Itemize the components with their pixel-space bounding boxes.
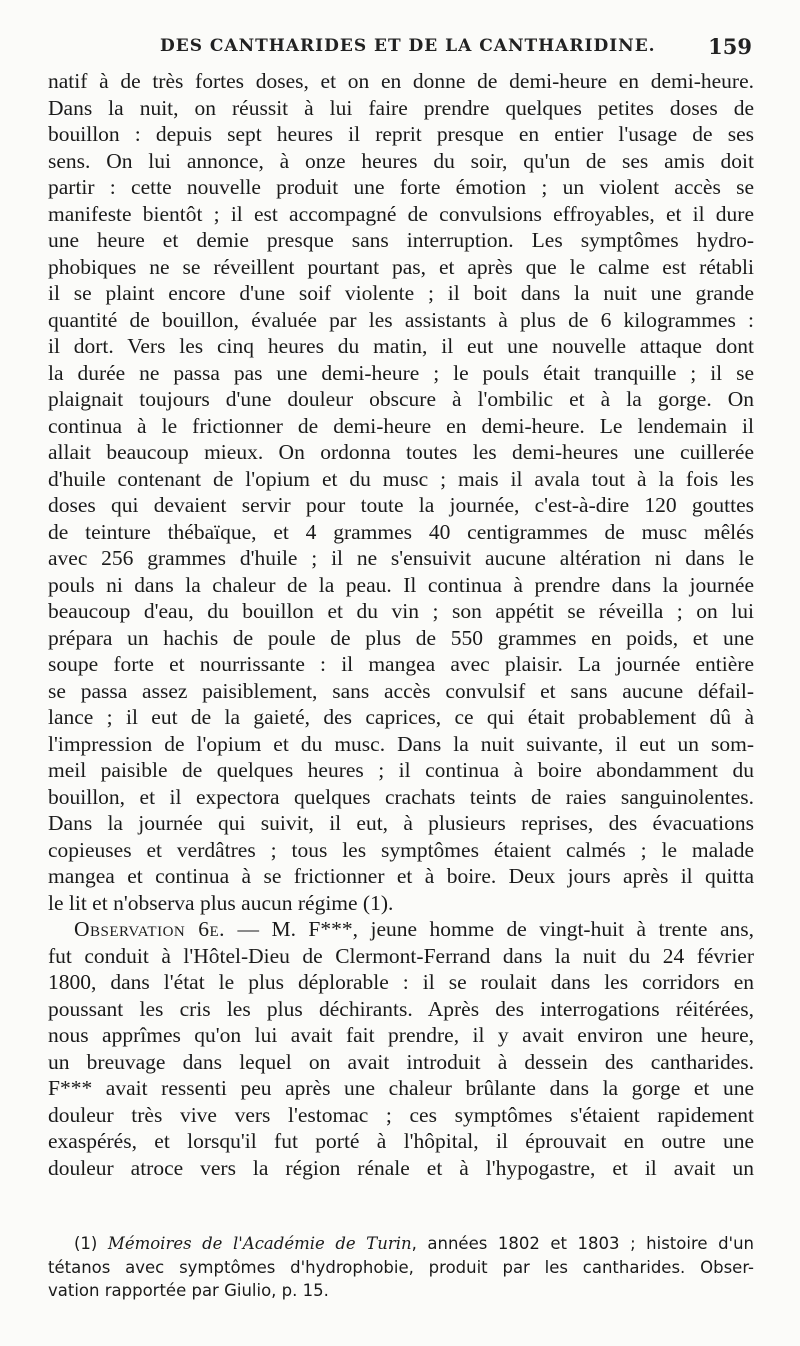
text-line: douleur atroce vers la région rénale et à l'hypogastre, et il avait un (48, 1155, 754, 1180)
text-line: doses qui devaient servir pour toute la journée, c'est-à-dire 120 gouttes (48, 493, 754, 517)
text-line: partir : cette nouvelle produit une forte émotion ; un violent accès se (48, 175, 754, 199)
text-line: pouls ni dans la chaleur de la peau. Il continua à prendre dans la journée (48, 572, 754, 597)
text-line: beaucoup d'eau, du bouillon et du vin ; son appétit se réveilla ; on lui (48, 599, 754, 623)
text-line: se passa assez paisiblement, sans accès convulsif et sans aucune défail- (48, 678, 754, 703)
observation-label: Observation 6e. (74, 917, 225, 941)
text-line: poussant les cris les plus déchirants. Après des interrogations réitérées, (48, 996, 754, 1021)
text-line: lance ; il eut de la gaieté, des caprices, ce qui était probablement dû à (48, 705, 754, 729)
text-line: l'impression de l'opium et du musc. Dans la nuit suivante, il eut un som- (48, 731, 754, 756)
text-line: une heure et demie presque sans interruption. Les symptômes hydro- (48, 228, 754, 252)
text-line: la durée ne passa pas une demi-heure ; le pouls était tranquille ; il se (48, 360, 754, 385)
running-head (48, 34, 754, 64)
text-line: plaignait toujours d'une douleur obscure à l'ombilic et à la gorge. On (48, 387, 754, 411)
text-line-rest: — M. F***, jeune homme de vingt-huit à trente ans, (225, 917, 754, 941)
text-line: le lit et n'observa plus aucun régime (1). (48, 890, 394, 915)
text-line: phobiques ne se réveillent pourtant pas, et après que le calme est rétabli (48, 254, 754, 279)
footnote-text: , années 1802 et 1803 ; histoire d'un (411, 1234, 754, 1253)
footnote-source-title: Mémoires de l'Académie de Turin (107, 1234, 412, 1253)
footnote-line: vation rapportée par Giulio, p. 15. (48, 1281, 329, 1300)
text-line: de teinture thébaïque, et 4 grammes 40 centigrammes de musc mêlés (48, 519, 754, 544)
text-line: il se plaint encore d'une soif violente ; il boit dans la nuit une grande (48, 281, 754, 305)
text-line: 1800, dans l'état le plus déplorable : il se roulait dans les corridors en (48, 970, 754, 994)
text-line: bouillon : depuis sept heures il reprit presque en entier l'usage de ses (48, 122, 754, 146)
text-line: continua à le frictionner de demi-heure en demi-heure. Le lendemain il (48, 413, 754, 438)
text-line: Dans la journée qui suivit, il eut, à plusieurs reprises, des évacuations (48, 811, 754, 835)
footnote (48, 1232, 754, 1303)
footnote-marker: (1) (74, 1234, 108, 1253)
text-line: nous apprîmes qu'on lui avait fait prendre, il y avait environ une heure, (48, 1023, 754, 1047)
text-line: natif à de très fortes doses, et on en donne de demi-heure en demi-heure. (48, 69, 754, 93)
text-line: douleur très vive vers l'estomac ; ces symptômes s'étaient rapidement (48, 1102, 754, 1127)
text-line: soupe forte et nourrissante : il mangea avec plaisir. La journée entière (48, 652, 754, 676)
text-line: copieuses et verdâtres ; tous les symptômes étaient calmés ; le malade (48, 837, 754, 862)
text-line: manifeste bientôt ; il est accompagné de convulsions effroyables, et il dure (48, 201, 754, 226)
observation-heading-line (48, 916, 754, 943)
footnote-line: tétanos avec symptômes d'hydrophobie, produit par les cantharides. Obser- (48, 1257, 754, 1277)
text-line: bouillon, et il expectora quelques crachats teints de raies sanguinolentes. (48, 784, 754, 809)
text-line: d'huile contenant de l'opium et du musc ; mais il avala tout à la fois les (48, 466, 754, 491)
running-head-title: DES CANTHARIDES ET DE LA CANTHARIDINE. (160, 36, 656, 56)
page-number: 159 (708, 34, 752, 59)
footnote-line (48, 1232, 754, 1256)
text-line: F*** avait ressenti peu après une chaleur brûlante dans la gorge et une (48, 1076, 754, 1100)
text-line: fut conduit à l'Hôtel-Dieu de Clermont-Ferrand dans la nuit du 24 février (48, 943, 754, 968)
body-text (48, 68, 754, 1181)
text-line: avec 256 grammes d'huile ; il ne s'ensuivit aucune altération ni dans le (48, 546, 754, 570)
text-line: un breuvage dans lequel on avait introduit à dessein des cantharides. (48, 1049, 754, 1074)
text-line: il dort. Vers les cinq heures du matin, il eut une nouvelle attaque dont (48, 334, 754, 358)
text-line: quantité de bouillon, évaluée par les assistants à plus de 6 kilogrammes : (48, 307, 754, 332)
text-line: mangea et continua à se frictionner et à boire. Deux jours après il quitta (48, 864, 754, 888)
text-line: sens. On lui annonce, à onze heures du soir, qu'un de ses amis doit (48, 148, 754, 173)
text-line: exaspérés, et lorsqu'il fut porté à l'hôpital, il éprouvait en outre une (48, 1129, 754, 1153)
text-line: meil paisible de quelques heures ; il continua à boire abondamment du (48, 758, 754, 782)
text-line: prépara un hachis de poule de plus de 550 grammes en poids, et une (48, 625, 754, 650)
text-line: allait beaucoup mieux. On ordonna toutes les demi-heures une cuillerée (48, 440, 754, 464)
text-line: Dans la nuit, on réussit à lui faire prendre quelques petites doses de (48, 95, 754, 120)
